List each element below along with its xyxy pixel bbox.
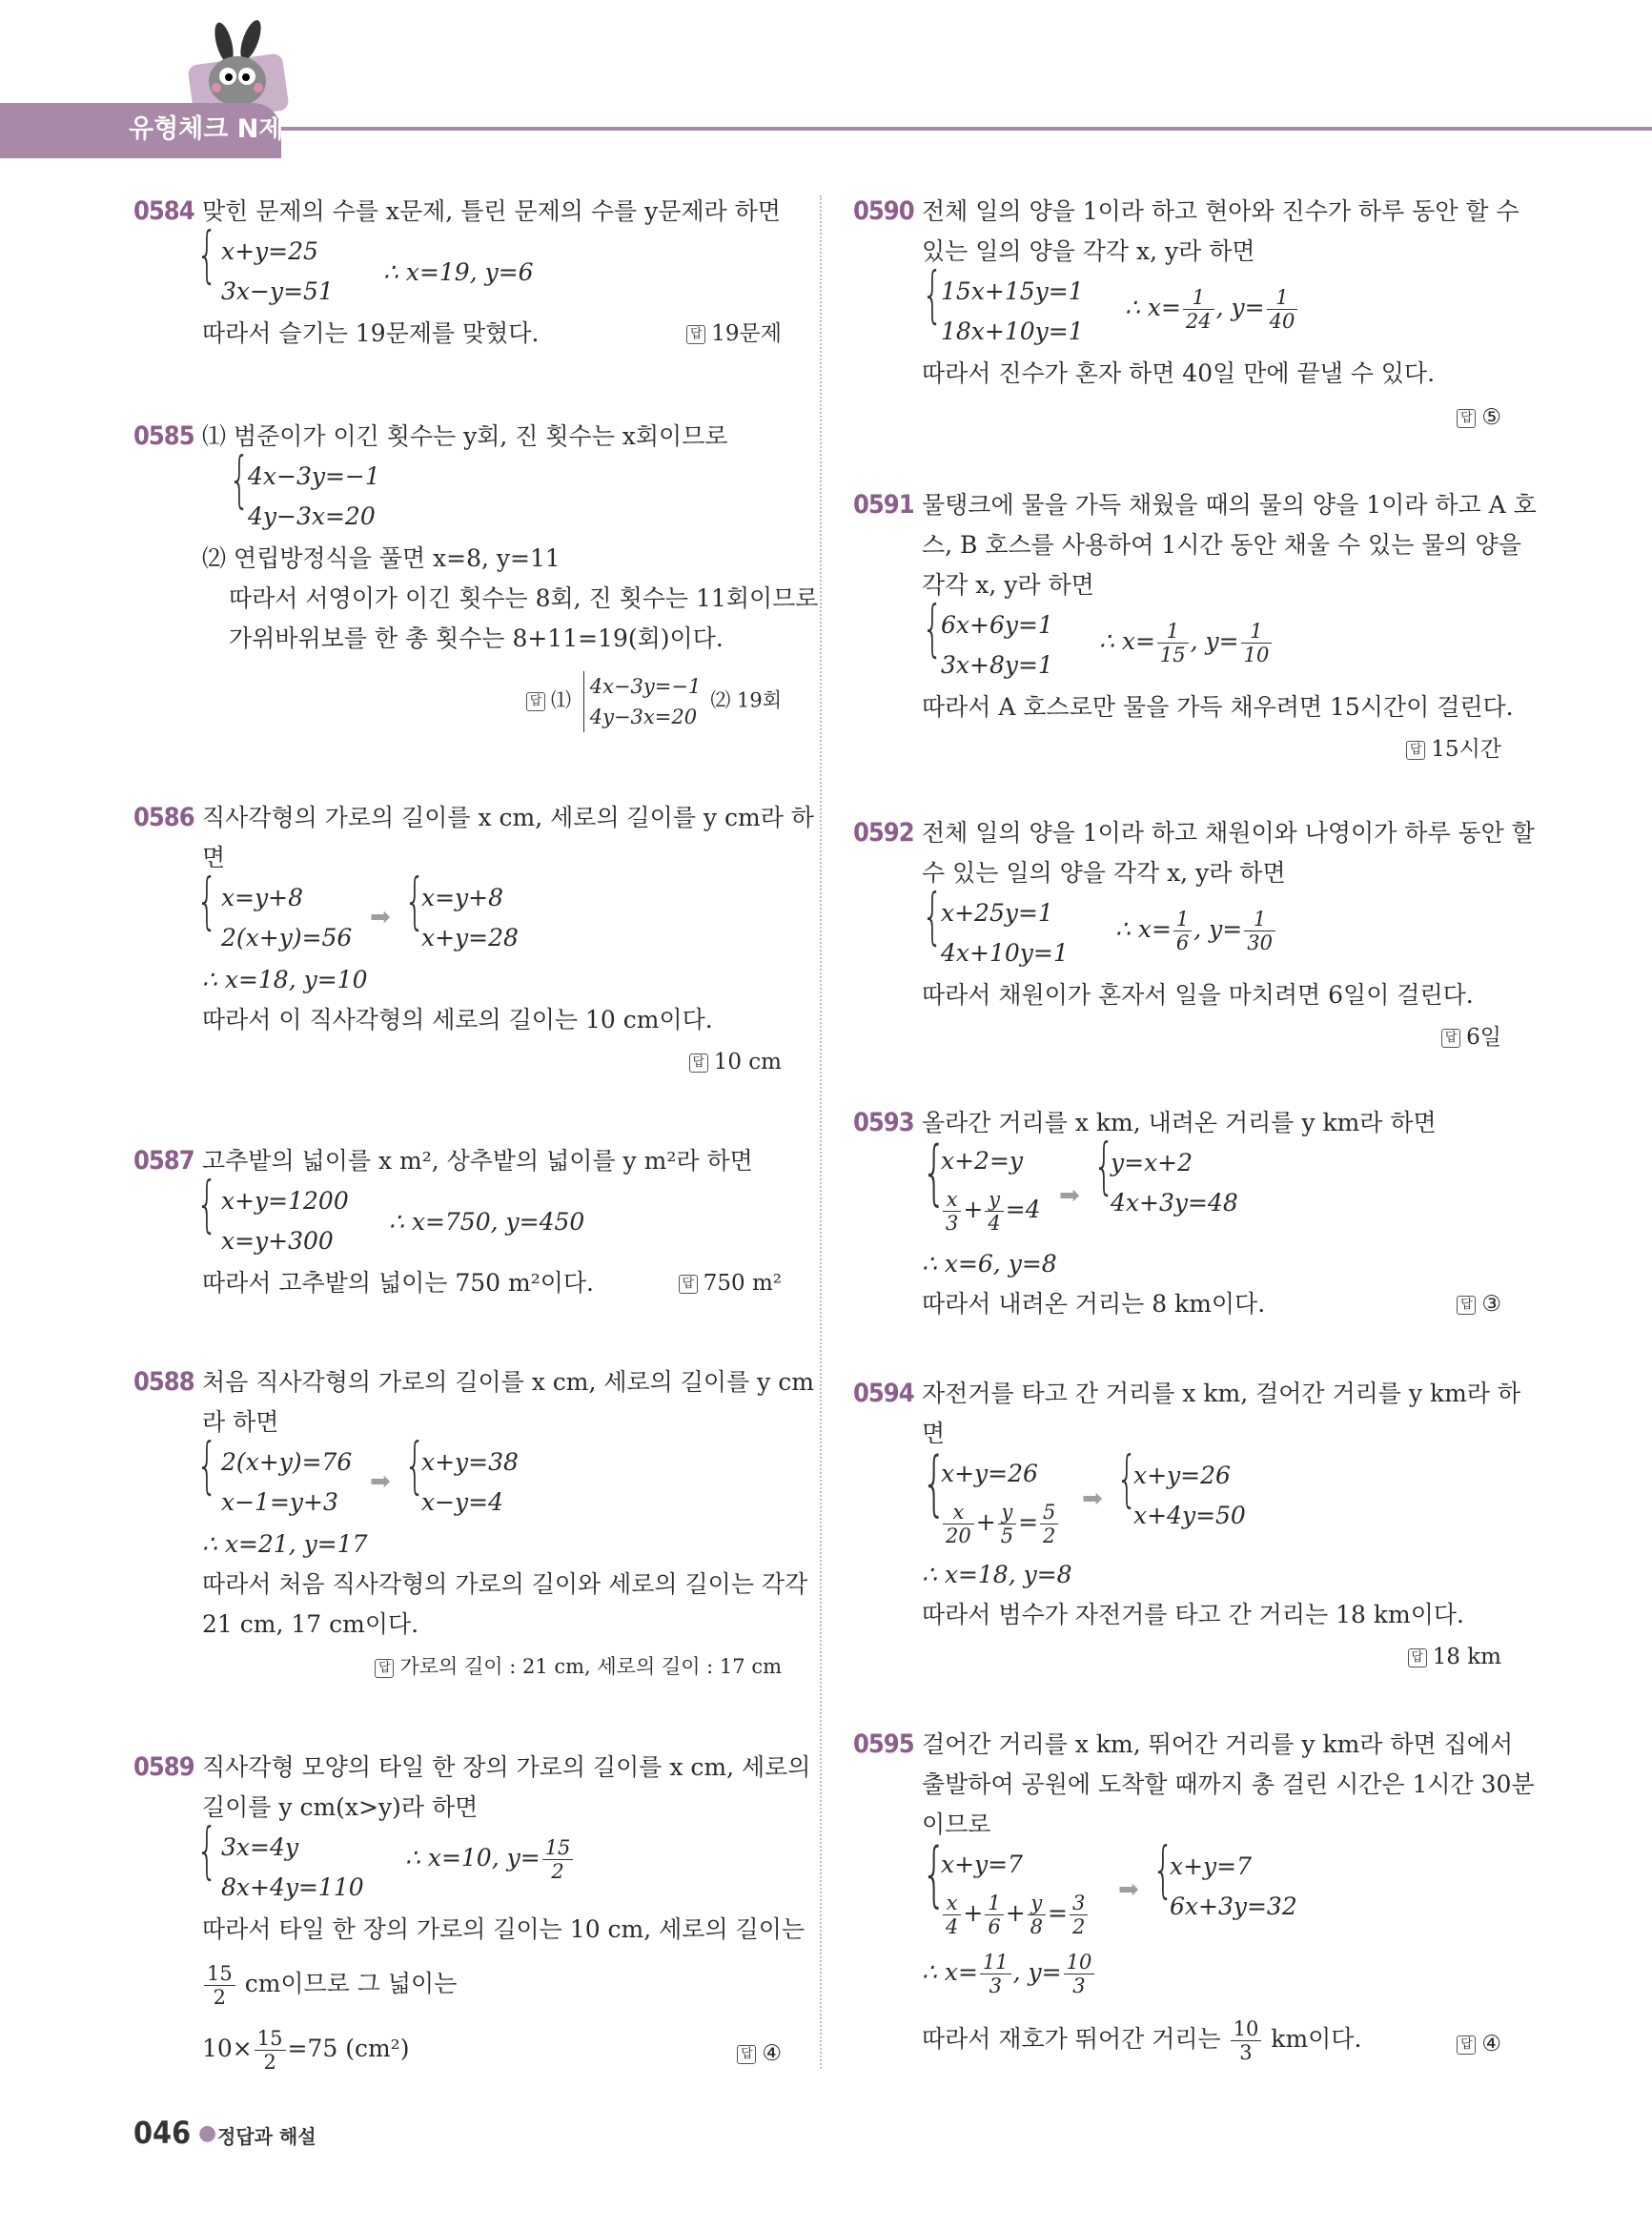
equation: 3x=4y [221,1833,298,1861]
problem-text: 걸어간 거리를 x km, 뛰어간 거리를 y km라 하면 집에서 [922,1730,1514,1758]
problem-text: 자전거를 타고 간 거리를 x km, 걸어간 거리를 y km라 하 [922,1380,1521,1407]
problem-text: 출발하여 공원에 도착할 때까지 총 걸린 시간은 1시간 30분 [922,1770,1535,1798]
equation: 4x+10y=1 [941,939,1069,967]
problem-text: 각각 x, y라 하면 [922,571,1094,599]
conclusion: 따라서 A 호스로만 물을 가득 채우려면 15시간이 걸린다. [922,693,1514,721]
problem-number: 0595 [853,1729,914,1759]
answer: 답 19문제 [686,313,782,355]
answer: 답 ⑴ 4x−3y=−1 4y−3x=20 ⑵ 19회 [526,671,782,732]
solution: ∴ x= $\frac{1}{6}$ , y= $\frac{1}{30}$ [1115,908,1277,954]
answer: 답 ⑤ [1457,397,1501,439]
problem-number: 0588 [133,1367,194,1397]
equation: 6x+6y=1 [941,611,1053,639]
problem-0584 [133,191,782,362]
arrow-icon: ➡ [1059,1181,1080,1210]
equation: $\frac{x}{3}$ + $\frac{y}{4}$ =4 [941,1188,1041,1235]
problem-text: 따라서 서영이가 이긴 횟수는 8회, 진 횟수는 11회이므로 [229,584,819,612]
answer-icon: 답 [686,325,705,344]
conclusion: 따라서 처음 직사각형의 가로의 길이와 세로의 길이는 각각 [202,1570,808,1598]
brace: { [922,1132,947,1214]
equation: 3x−y=51 [221,277,334,305]
brace: { [922,882,944,952]
problem-text: 있는 일의 양을 각각 x, y라 하면 [922,237,1255,265]
answer-icon: 답 [1441,1029,1460,1048]
answer: 답 가로의 길이 : 21 cm, 세로의 길이 : 17 cm [375,1646,782,1688]
problem-0595 [853,1724,1535,2067]
solution: ∴ x=750, y=450 [389,1208,585,1236]
answer-icon: 답 [737,2045,756,2064]
conclusion: $\frac{15}{2}$ cm이므로 그 넓이는 [202,1962,457,2009]
area-calculation: 10× $\frac{15}{2}$ =75 (cm²) [202,2027,410,2074]
bullet-icon: ● [198,2121,217,2145]
problem-0594 [853,1373,1521,1669]
brace: { [404,1431,426,1502]
equation: x+y=28 [421,924,519,951]
problem-text: 직사각형 모양의 타일 한 장의 가로의 길이를 x cm, 세로의 [202,1753,811,1781]
brace: { [922,594,944,665]
problem-text: 물탱크에 물을 가득 채웠을 때의 물의 양을 1이라 하고 A 호 [922,491,1537,519]
conclusion: 21 cm, 17 cm이다. [202,1610,419,1638]
solution: ∴ x=21, y=17 [202,1530,368,1558]
equation: $\frac{x}{4}$ + $\frac{1}{6}$ + $\frac{y}{8}$ = $\frac{3}{2}$ [941,1892,1090,1938]
answer: 답 6일 [1441,1016,1501,1058]
answer: 답 ④ [737,2033,782,2075]
answer: 답 15시간 [1406,728,1501,770]
problem-text: 가위바위보를 한 총 횟수는 8+11=19(회)이다. [229,624,724,652]
problem-0590 [853,191,1519,439]
brace: { [196,1816,218,1887]
answer-icon: 답 [1457,409,1476,428]
problem-text: 처음 직사각형의 가로의 길이를 x cm, 세로의 길이를 y cm [202,1368,814,1396]
equation: 6x+3y=32 [1170,1892,1297,1920]
problem-0589 [133,1747,811,2074]
equation: x+y=25 [221,237,318,265]
brace: { [196,867,218,937]
equation: x+y=26 [941,1460,1038,1487]
solution: ∴ x=6, y=8 [922,1250,1057,1278]
solution: ∴ x= $\frac{1}{15}$ , y= $\frac{1}{10}$ [1099,620,1274,666]
equation: 2(x+y)=76 [221,1448,353,1476]
footer-label: 정답과 해설 [217,2125,316,2148]
problem-0585 [133,416,819,740]
equation: y=x+2 [1111,1149,1193,1176]
problem-text: ⑵ 연립방정식을 풀면 x=8, y=11 [202,544,561,572]
answer: 답 750 m² [679,1262,782,1304]
problem-0592 [853,812,1535,1060]
answer: 답 10 cm [689,1041,782,1083]
equation: x+2=y [941,1147,1024,1175]
answer-icon: 답 [1406,741,1425,760]
brace: { [922,1442,947,1524]
conclusion: 따라서 진수가 혼자 하면 40일 만에 끝낼 수 있다. [922,359,1436,387]
conclusion: 따라서 고추밭의 넓이는 750 m²이다. [202,1269,594,1297]
problem-text: 수 있는 일의 양을 각각 x, y라 하면 [922,859,1286,887]
problem-text: 길이를 y cm(x>y)라 하면 [202,1793,479,1821]
equation: x+y=1200 [221,1187,349,1215]
solution: ∴ x= $\frac{1}{24}$ , y= $\frac{1}{40}$ [1125,286,1299,333]
problem-number: 0585 [133,421,194,451]
brace: { [196,1170,218,1240]
problem-number: 0591 [853,490,914,520]
brace: { [922,1833,947,1915]
problem-0587 [133,1140,782,1312]
solution: ∴ x= $\frac{11}{3}$ , y= $\frac{10}{3}$ [922,1951,1096,1997]
equation: 4x+3y=48 [1111,1189,1238,1217]
column-divider [820,195,822,2069]
conclusion: 따라서 이 직사각형의 세로의 길이는 10 cm이다. [202,1006,713,1033]
solution: ∴ x=18, y=10 [202,966,368,993]
problem-text: 고추밭의 넓이를 x m², 상추밭의 넓이를 y m²라 하면 [202,1147,753,1175]
section-title: 유형체크 N제 [129,114,284,144]
conclusion: 따라서 재호가 뛰어간 거리는 $\frac{10}{3}$ km이다. [922,2017,1362,2064]
problem-number: 0586 [133,803,194,832]
conclusion: 따라서 슬기는 19문제를 맞혔다. [202,319,540,347]
answer-icon: 답 [1408,1648,1427,1667]
brace: { [229,445,251,516]
equation: x=y+8 [221,884,304,911]
problem-text: 올라간 거리를 x km, 내려온 거리를 y km라 하면 [922,1109,1437,1136]
problem-text: 스, B 호스를 사용하여 1시간 동안 채울 수 있는 물의 양을 [922,531,1521,559]
page-number: 046 [133,2115,192,2151]
equation: x+4y=50 [1133,1502,1246,1529]
brace: { [1093,1132,1115,1202]
arrow-icon: ➡ [370,903,391,931]
equation: x−y=4 [421,1488,504,1516]
problem-number: 0593 [853,1108,914,1137]
problem-text: 이므로 [922,1811,991,1838]
arrow-icon: ➡ [370,1467,391,1496]
problem-text: 면 [202,844,226,871]
problem-0586 [133,797,814,1074]
problem-number: 0594 [853,1379,914,1408]
answer-icon: 답 [1457,1296,1476,1315]
equation: x=y+300 [221,1227,334,1255]
answer: 답 ③ [1457,1283,1501,1325]
equation: 18x+10y=1 [941,317,1084,345]
equation: x+y=38 [421,1448,519,1476]
equation: 3x+8y=1 [941,651,1053,679]
equation: x+25y=1 [941,899,1053,927]
problem-0588 [133,1361,814,1686]
problem-number: 0592 [853,818,914,848]
problem-number: 0589 [133,1752,194,1782]
answer: 답 18 km [1408,1636,1501,1678]
equation: $\frac{x}{20}$ + $\frac{y}{5}$ = $\frac{5}{2}$ [941,1501,1060,1547]
answer-icon: 답 [526,692,545,711]
problem-0591 [853,484,1537,770]
brace: { [196,1431,218,1502]
solution: ∴ x=10, y= $\frac{15}{2}$ [405,1836,575,1883]
problem-number: 0590 [853,196,914,226]
answer: 답 ④ [1457,2023,1501,2065]
equation: 15x+15y=1 [941,277,1084,305]
equation: x+y=7 [941,1851,1024,1878]
problem-text: 전체 일의 양을 1이라 하고 채원이와 나영이가 하루 동안 할 [922,819,1535,847]
answer-icon: 답 [1457,2036,1476,2055]
solution: ∴ x=19, y=6 [383,258,534,286]
equation: x−1=y+3 [221,1488,338,1516]
answer-icon: 답 [689,1054,708,1073]
problem-text: 맞힌 문제의 수를 x문제, 틀린 문제의 수를 y문제라 하면 [202,197,781,225]
header-rule [276,127,1652,131]
arrow-icon: ➡ [1118,1875,1139,1904]
arrow-icon: ➡ [1082,1484,1103,1513]
brace: { [196,220,218,291]
conclusion: 따라서 채원이가 혼자서 일을 마치려면 6일이 걸린다. [922,981,1474,1009]
conclusion: 따라서 범수가 자전거를 타고 간 거리는 18 km이다. [922,1601,1464,1628]
answer-icon: 답 [375,1659,394,1678]
conclusion: 따라서 타일 한 장의 가로의 길이는 10 cm, 세로의 길이는 [202,1915,805,1943]
solution: ∴ x=18, y=8 [922,1561,1072,1588]
conclusion: 따라서 내려온 거리는 8 km이다. [922,1290,1266,1318]
equation: x+y=7 [1170,1852,1253,1880]
equation: x+y=26 [1133,1462,1231,1489]
problem-text: 직사각형의 가로의 길이를 x cm, 세로의 길이를 y cm라 하 [202,804,814,831]
problem-text: 라 하면 [202,1408,279,1436]
problem-number: 0587 [133,1146,194,1176]
answer-icon: 답 [679,1275,698,1294]
brace: { [1152,1835,1174,1906]
brace: { [1116,1444,1138,1515]
problem-0593 [853,1102,1501,1331]
equation: 2(x+y)=56 [221,924,353,951]
problem-number: 0584 [133,196,194,226]
equation: 4y−3x=20 [248,502,376,530]
problem-text: 면 [922,1420,946,1447]
brace: { [404,867,426,937]
problem-text: ⑴ 범준이가 이긴 횟수는 y회, 진 횟수는 x회이므로 [202,422,728,450]
equation: x=y+8 [421,884,504,911]
problem-text: 전체 일의 양을 1이라 하고 현아와 진수가 하루 동안 할 수 [922,197,1519,225]
brace: { [922,260,944,331]
equation: 8x+4y=110 [221,1873,364,1901]
equation: 4x−3y=−1 [248,462,380,490]
